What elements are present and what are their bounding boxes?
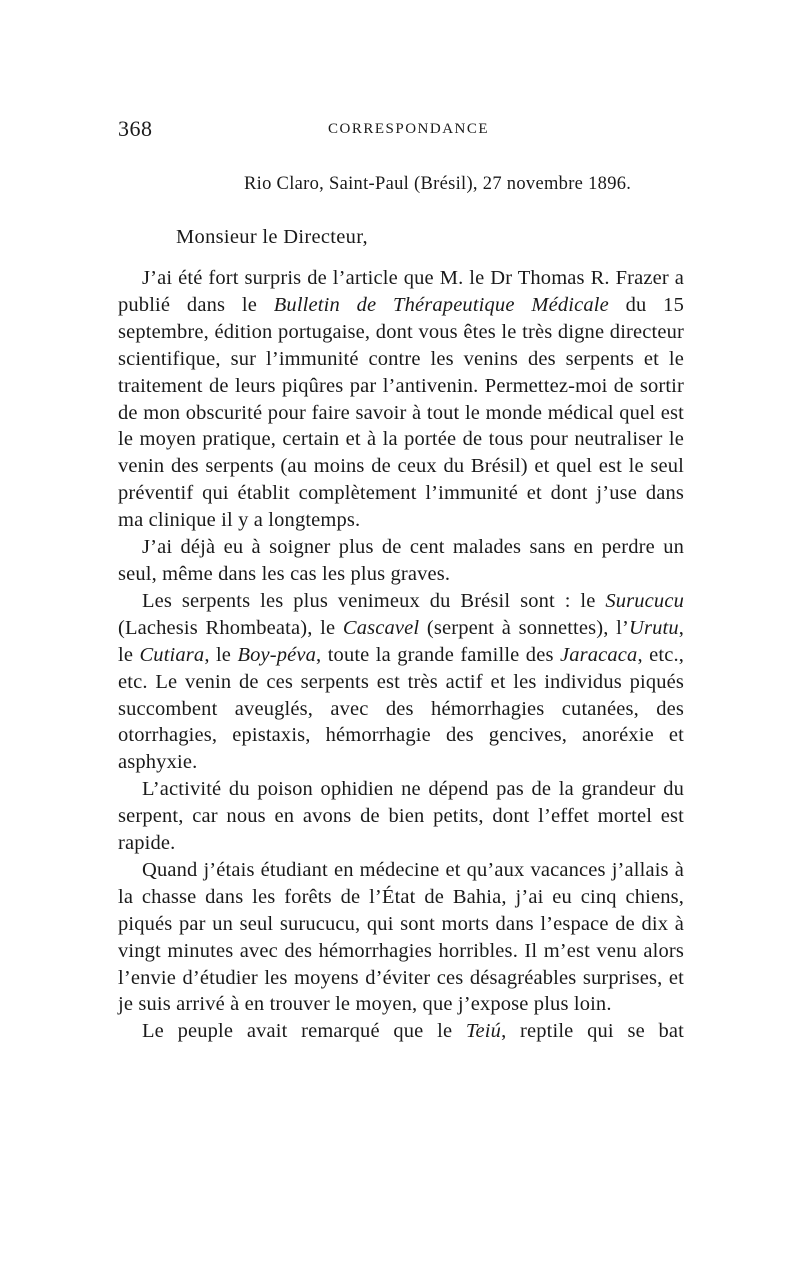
text-run: (serpent à sonnettes), l’ — [419, 616, 629, 639]
text-run: , le — [204, 643, 238, 666]
italic-term: Jaracaca — [559, 643, 638, 666]
text-run: Le peuple avait remarqué que le — [142, 1020, 466, 1043]
paragraph — [118, 776, 684, 857]
running-head: CORRESPONDANCE — [328, 121, 490, 137]
page-header — [118, 116, 682, 146]
italic-term: Cascavel — [342, 616, 420, 639]
text-run: , toute la grande famille des — [316, 643, 560, 666]
italic-term: Cutiara — [139, 643, 205, 666]
italic-term: Surucucu — [605, 589, 684, 612]
letter-dateline: Rio Claro, Saint-Paul (Brésil), 27 novembre 1896. — [244, 174, 632, 194]
text-run: du 15 septembre, édition portugaise, dont vous êtes le très digne directeur scientifique, sur l’immunité contre les venins des serpents et le traitement de leurs piqûres par l’antivenin. Permettez-moi de sortir de mon obscurité pour faire savoir à tout le monde médical quel est le moyen pratique, certain et à la portée de tous pour neutraliser le venin des serpents (au moins de ceux du Brésil) et quel est le seul préventif qui établit complètement l’immunité et dont j’use dans ma clinique il y a longtemps. — [118, 293, 684, 532]
paragraph — [118, 1018, 684, 1045]
text-run: Quand j’étais étudiant en médecine et qu’aux vacances j’allais à la chasse dans les forêts de l’État de Bahia, j’ai eu cinq chiens, piqués par un seul surucucu, qui sont morts dans l’espace de dix à vingt minutes avec des hémorrhagies horribles. Il m’est venu alors l’envie d’étudier les moyens d’éviter ces désagréables surprises, et je suis arrivé à en trouver le moyen, que j’expose plus loin. — [118, 858, 684, 1016]
text-run: Les serpents les plus venimeux du Brésil sont : le — [142, 589, 606, 612]
italic-term: Teiú — [465, 1020, 502, 1043]
letter-salutation: Monsieur le Directeur, — [176, 226, 368, 248]
text-run: , le — [118, 616, 685, 666]
text-run: J’ai déjà eu à soigner plus de cent malades sans en perdre un seul, même dans les cas les plus graves. — [118, 536, 684, 585]
text-run: J’ai été fort surpris de l’article que M. le Dr Thomas R. Frazer a publié dans le — [118, 267, 684, 316]
italic-term: Bulletin de Thérapeutique Médicale — [273, 293, 609, 316]
paragraph — [118, 588, 684, 776]
paragraph — [118, 265, 684, 534]
italic-term: Boy-péva — [237, 643, 317, 666]
italic-term: Urutu — [629, 616, 679, 639]
text-run: L’activité du poison ophidien ne dépend pas de la grandeur du serpent, car nous en avons de bien petits, dont l’effet mortel est rapide. — [118, 778, 684, 855]
text-run: (Lachesis Rhombeata), le — [118, 616, 343, 639]
paragraph — [118, 534, 684, 588]
text-run: , reptile qui se bat — [501, 1020, 684, 1043]
page-number: 368 — [118, 116, 153, 141]
text-run: , etc., etc. Le venin de ces serpents est très actif et les individus piqués succombent aveuglés, avec des hémorrhagies cutanées, des otorrhagies, epistaxis, hémorrhagie des gencives, anoréxie et asphyxie. — [118, 643, 684, 774]
letter-body — [118, 265, 684, 1045]
paragraph — [118, 857, 684, 1018]
